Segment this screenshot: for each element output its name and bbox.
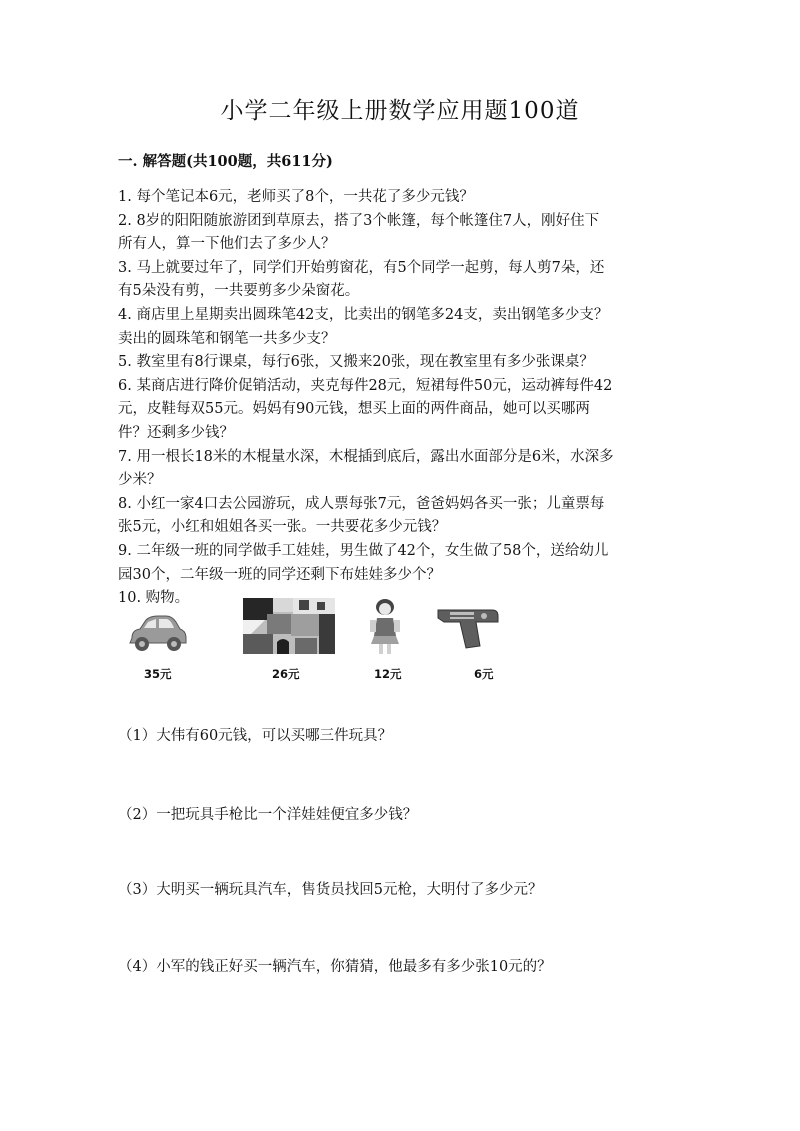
page-title: 小学二年级上册数学应用题100道 [220,98,580,124]
question-4: 4. 商店里上星期卖出圆珠笔42支，比卖出的钢笔多24支，卖出钢笔多少支？ 卖出的圆珠笔和钢笔一共多少支？ [118,306,609,347]
question-9: 9. 二年级一班的同学做手工娃娃，男生做了42个，女生做了58个，送给幼儿 园30个，二年级一班的同学还剩下布娃娃多少个？ [118,542,609,583]
price-label: 6元 [474,667,494,681]
question-5: 5. 教室里有8行课桌，每行6张，又搬来20张，现在教室里有多少张课桌？ [118,354,594,371]
toy-car-icon [126,614,188,654]
sub-question-2: （2）一把玩具手枪比一个洋娃娃便宜多少钱？ [118,807,418,823]
question-list [118,186,688,611]
question-10: 10. 购物。 [118,590,190,607]
question-2: 2. 8岁的阳阳随旅游团到草原去，搭了3个帐篷，每个帐篷住7人，刚好住下 所有人，算一下他们去了多少人？ [118,212,600,253]
toy-blocks-icon [243,598,335,654]
price-label: 26元 [272,667,300,681]
sub-question-3: （3）大明买一辆玩具汽车，售货员找回5元枪，大明付了多少元？ [118,882,543,898]
question-6: 6. 某商店进行降价促销活动，夹克每件28元，短裙每件50元，运动裤每件42 元，皮鞋每双55元。妈妈有90元钱，想买上面的两件商品，她可以买哪两 件？还剩多少钱？ [118,377,613,441]
question-1: 1. 每个笔记本6元，老师买了8个，一共花了多少元钱？ [118,189,474,205]
toy-price-figure [118,598,538,688]
price-label: 35元 [144,667,172,681]
question-7: 7. 用一根长18米的木棍量水深，木棍插到底后，露出水面部分是6米，水深多 少米？ [118,448,614,489]
sub-question-1: （1）大伟有60元钱，可以买哪三件玩具？ [118,728,393,744]
toy-gun-icon [436,604,502,652]
price-label: 12元 [374,667,402,681]
section-heading: 一. 解答题(共100题，共611分) [118,153,333,170]
sub-question-4: （4）小军的钱正好买一辆汽车，你猜猜，他最多有多少张10元的？ [118,959,552,975]
question-8: 8. 小红一家4口去公园游玩，成人票每张7元，爸爸妈妈各买一张；儿童票每 张5元，小红和姐姐各买一张。一共要花多少元钱？ [118,495,605,536]
doll-icon [368,598,402,656]
question-3: 3. 马上就要过年了，同学们开始剪窗花，有5个同学一起剪，每人剪7朵，还 有5朵没有剪，一共要剪多少朵窗花。 [118,259,605,300]
